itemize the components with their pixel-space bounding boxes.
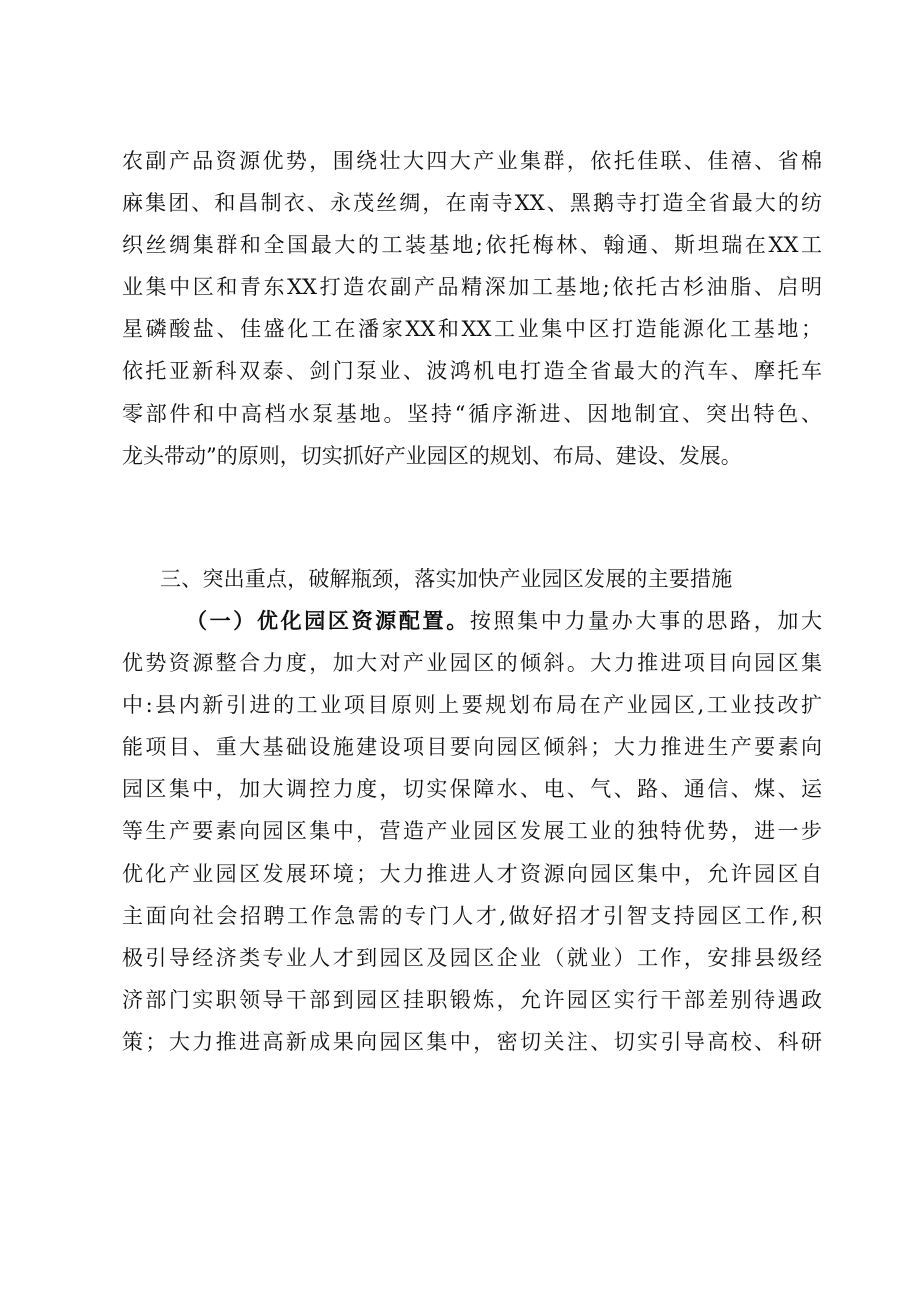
paragraph-line: 园区集中，加大调控力度，切实保障水、电、气、路、通信、煤、运 <box>122 777 822 802</box>
paragraph-line: 农副产品资源优势，围绕壮大四大产业集群，依托佳联、佳禧、省棉 <box>122 149 822 173</box>
paragraph-line: 零部件和中高档水泵基地。坚持“循序渐进、因地制宜、突出特色、 <box>122 401 822 426</box>
paragraph-line-text: 按照集中力量办大事的思路，加大 <box>469 609 822 633</box>
section-heading: 三、突出重点，破解瓶颈，落实加快产业园区发展的主要措施 <box>160 567 733 591</box>
paragraph-line: 等生产要素向园区集中，营造产业园区发展工业的独特优势，进一步 <box>122 819 822 844</box>
paragraph-line: 依托亚新科双泰、剑门泵业、波鸿机电打造全省最大的汽车、摩托车 <box>122 359 822 384</box>
paragraph-line: 优化产业园区发展环境；大力推进人才资源向园区集中，允许园区自 <box>122 861 822 886</box>
paragraph-line: 能项目、重大基础设施建设项目要向园区倾斜；大力推进生产要素向 <box>122 735 822 760</box>
paragraph-line: 主面向社会招聘工作急需的专门人才,做好招才引智支持园区工作,积 <box>122 903 822 928</box>
paragraph-line: 业集中区和青东XX打造农副产品精深加工基地;依托古杉油脂、启明 <box>122 275 822 300</box>
paragraph-line: 星磷酸盐、佳盛化工在潘家XX和XX工业集中区打造能源化工基地； <box>122 317 822 342</box>
paragraph-line: 极引导经济类专业人才到园区及园区企业（就业）工作，安排县级经 <box>122 945 822 970</box>
paragraph-line: 龙头带动”的原则，切实抓好产业园区的规划、布局、建设、发展。 <box>122 443 742 468</box>
paragraph-line: 优势资源整合力度，加大对产业园区的倾斜。大力推进项目向园区集 <box>122 651 822 676</box>
subsection-heading: （一）优化园区资源配置。 <box>186 609 470 633</box>
paragraph-line: 麻集团、和昌制衣、永茂丝绸，在南寺XX、黑鹅寺打造全省最大的纺 <box>122 191 822 216</box>
paragraph-first-line <box>122 600 822 642</box>
paragraph-industry-clusters <box>122 140 822 477</box>
paragraph-line: 策；大力推进高新成果向园区集中，密切关注、切实引导高校、科研 <box>122 1029 822 1054</box>
paragraph-line: 织丝绸集群和全国最大的工装基地;依托梅林、翰通、斯坦瑞在XX工 <box>122 233 822 258</box>
paragraph-line: 济部门实职领导干部到园区挂职锻炼，允许园区实行干部差别待遇政 <box>122 987 822 1012</box>
paragraph-resource-allocation <box>122 600 822 1063</box>
paragraph-line: 中:县内新引进的工业项目原则上要规划布局在产业园区,工业技改扩 <box>122 693 822 718</box>
